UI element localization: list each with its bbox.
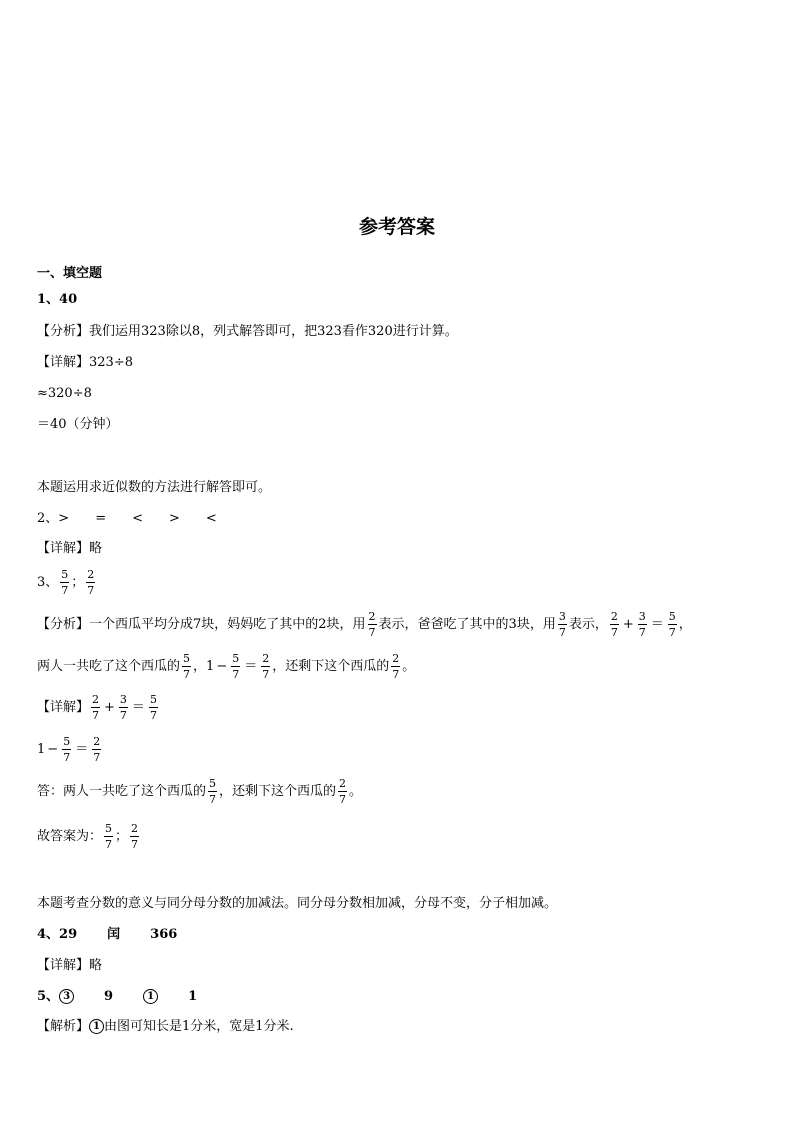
- q5-value: 1: [188, 989, 198, 1004]
- plus-sign: +: [622, 617, 634, 632]
- q3-analysis-text: 表示，: [568, 617, 608, 632]
- fraction-5-7: $\frac{5}{7}$: [183, 652, 191, 681]
- fraction-3-7: $\frac{3}{7}$: [638, 610, 646, 639]
- q2-symbol: >: [169, 511, 180, 526]
- q2-symbol: >: [58, 511, 70, 526]
- q3-detail-step2: [37, 735, 103, 764]
- number-one: 1: [206, 659, 215, 674]
- minus-sign: −: [47, 742, 59, 757]
- fraction-2-7: $\frac{2}{7}$: [92, 693, 100, 722]
- q2-symbol: <: [205, 511, 217, 526]
- q4-answer: [37, 926, 177, 944]
- equals-sign: ＝: [131, 700, 145, 715]
- section-heading: 一、填空题: [37, 266, 103, 281]
- q3-answer-sentence: [37, 777, 362, 806]
- fraction-5-7: $\frac{5}{7}$: [209, 777, 217, 806]
- q3-answer-text: ，还剩下这个西瓜的: [219, 784, 337, 799]
- q3-analysis: [37, 610, 692, 639]
- minus-sign: −: [216, 659, 228, 674]
- q5-answer: [37, 988, 197, 1006]
- fraction-2-7: $\frac{2}{7}$: [339, 777, 347, 806]
- fraction-5-7: $\frac{5}{7}$: [232, 652, 240, 681]
- q2-number: 2、: [37, 511, 59, 526]
- plus-sign: +: [104, 700, 115, 715]
- q5-analysis-text: 由图可知长是1分米，宽是1分米.: [104, 1019, 294, 1034]
- q3-analysis-text: 两人一共吃了这个西瓜的: [37, 659, 181, 674]
- q3-number: 3、: [37, 575, 59, 590]
- q3-detail-label: 【详解】: [37, 700, 90, 715]
- q3-detail: [37, 693, 160, 722]
- q1-step2: ＝40（分钟）: [37, 417, 119, 432]
- q4-detail: 【详解】略: [37, 958, 103, 973]
- q3-analysis-text: 【分析】一个西瓜平均分成7块，妈妈吃了其中的2块，用: [37, 617, 366, 632]
- fraction-5-7: $\frac{5}{7}$: [105, 822, 113, 851]
- fraction-2-7: $\frac{2}{7}$: [262, 652, 270, 681]
- fraction-2-7: $\frac{2}{7}$: [93, 735, 101, 764]
- page-title: 参考答案: [358, 216, 435, 238]
- q3-answer-text: 。: [349, 784, 363, 799]
- fraction-2-7: $\frac{2}{7}$: [131, 822, 139, 851]
- q3-analysis-text: 表示，爸爸吃了其中的3块，用: [378, 617, 556, 632]
- q2-answer: [37, 510, 217, 528]
- q1-step1: ≈320÷8: [37, 386, 92, 401]
- fraction-5-7: $\frac{5}{7}$: [61, 568, 69, 597]
- q3-note: 本题考查分数的意义与同分母分数的加减法。同分母分数相加减，分母不变，分子相加减。: [37, 896, 558, 911]
- q3-answer-text: 答：两人一共吃了这个西瓜的: [37, 784, 207, 799]
- q1-detail: 【详解】323÷8: [37, 355, 133, 370]
- fraction-5-7: $\frac{5}{7}$: [668, 610, 676, 639]
- q3-analysis-line2: [37, 652, 415, 681]
- q2-symbol: =: [95, 511, 107, 526]
- equals-sign: ＝: [75, 742, 89, 757]
- fraction-3-7: $\frac{3}{7}$: [558, 610, 566, 639]
- q2-detail: 【详解】略: [37, 541, 103, 556]
- q4-days: 366: [150, 927, 178, 942]
- fraction-2-7: $\frac{2}{7}$: [392, 652, 400, 681]
- q5-analysis-label: 【解析】: [37, 1019, 90, 1034]
- number-one: 1: [37, 742, 46, 757]
- q3-analysis-text: 。: [402, 659, 416, 674]
- q5-analysis: [37, 1018, 294, 1036]
- equals-sign: ＝: [244, 659, 258, 674]
- circled-3: 3: [59, 989, 74, 1004]
- q3-answer: [37, 568, 97, 597]
- q1-note: 本题运用求近似数的方法进行解答即可。: [37, 480, 272, 495]
- comma: ，: [193, 659, 207, 674]
- equals-sign: ＝: [650, 617, 664, 632]
- q3-result: [37, 822, 141, 851]
- q5-value: 9: [104, 989, 114, 1004]
- fraction-3-7: $\frac{3}{7}$: [119, 693, 127, 722]
- circled-1: 1: [143, 989, 158, 1004]
- q1-answer: 1、40: [37, 292, 78, 307]
- fraction-5-7: $\frac{5}{7}$: [63, 735, 71, 764]
- q2-symbol: <: [132, 511, 143, 526]
- fraction-2-7: $\frac{2}{7}$: [87, 568, 95, 597]
- fraction-2-7: $\frac{2}{7}$: [368, 610, 376, 639]
- q4-leap: 闰: [107, 927, 121, 942]
- fraction-5-7: $\frac{5}{7}$: [149, 693, 157, 722]
- separator: ；: [115, 829, 129, 844]
- comma: ，: [678, 617, 692, 632]
- q3-analysis-text: ，还剩下这个西瓜的: [272, 659, 390, 674]
- circled-1: 1: [89, 1019, 104, 1034]
- fraction-2-7: $\frac{2}{7}$: [610, 610, 618, 639]
- q4-number: 4、29: [37, 927, 78, 942]
- q5-number: 5、: [37, 989, 60, 1004]
- q3-result-label: 故答案为：: [37, 829, 103, 844]
- q1-analysis: 【分析】我们运用323除以8，列式解答即可，把323看作320进行计算。: [37, 324, 458, 339]
- separator: ；: [71, 575, 85, 590]
